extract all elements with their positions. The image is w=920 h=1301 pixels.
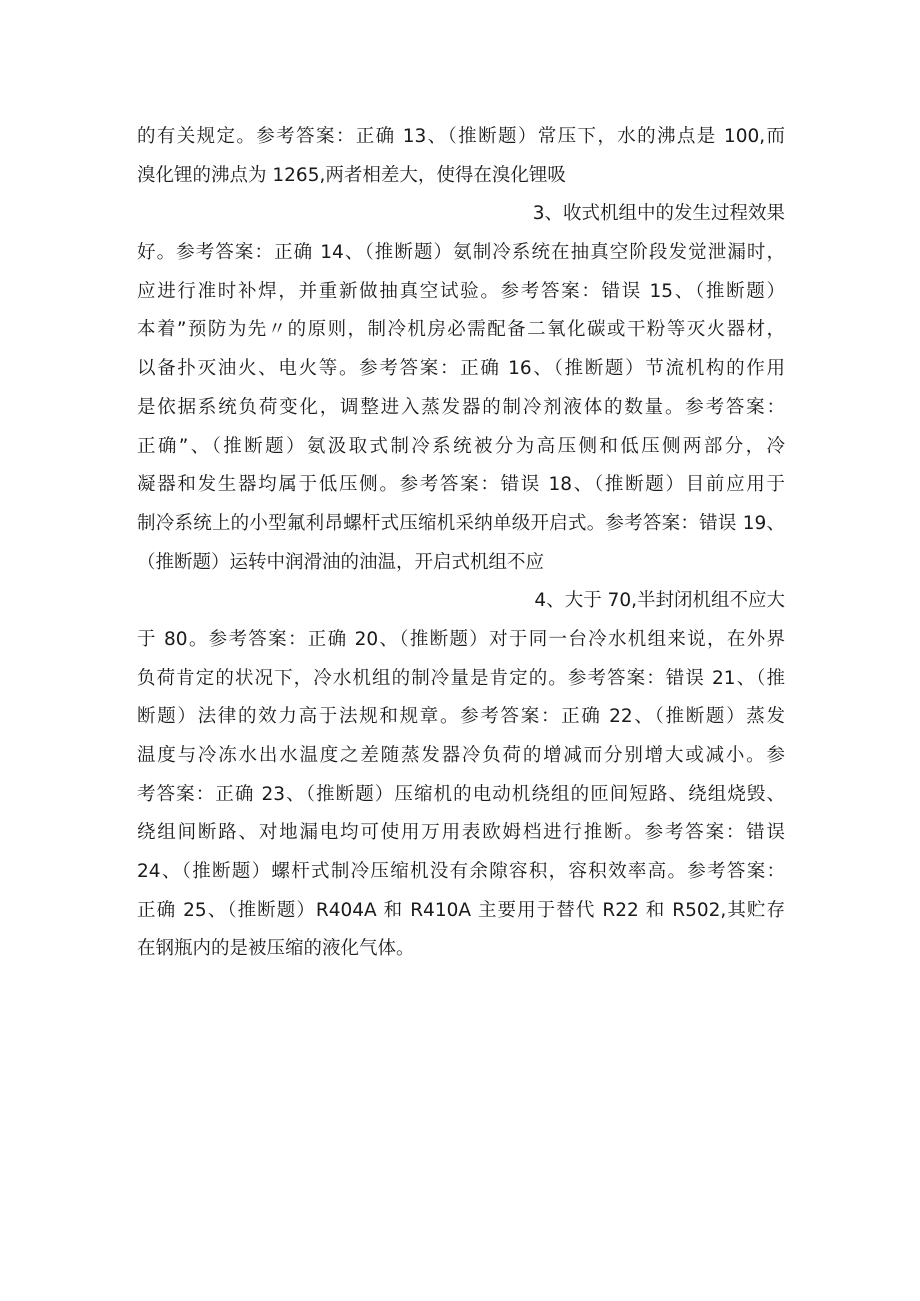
text-line: 以备扑灭油火、电火等。参考答案：正确 16、（推断题）节流机构的作用 (137, 358, 785, 380)
text-line: 本着”预防为先〃的原则，制冷机房必需配备二氧化碳或干粉等灭火器材， (137, 319, 785, 341)
text-line: 应进行准时补焊，并重新做抽真空试验。参考答案：错误 15、（推断题） (137, 280, 785, 302)
text-line: 绕组间断路、对地漏电均可使用万用表欧姆档进行推断。参考答案：错误 (137, 822, 785, 844)
text-line: 负荷肯定的状况下，冷水机组的制冷量是肯定的。参考答案：错误 21、（推 (137, 667, 785, 689)
text-line: 考答案：正确 23、（推断题）压缩机的电动机绕组的匝间短路、绕组烧毁、 (137, 783, 785, 805)
text-line: 4、大于 70,半封闭机组不应大 (534, 590, 785, 612)
text-line: 的有关规定。参考答案：正确 13、（推断题）常压下，水的沸点是 100,而 (137, 126, 785, 147)
document-body (137, 118, 785, 969)
text-line: 好。参考答案：正确 14、（推断题）氨制冷系统在抽真空阶段发觉泄漏时， (137, 242, 785, 264)
text-line: 正确 25、（推断题）R404A 和 R410A 主要用于替代 R22 和 R502,其贮存 (137, 899, 785, 921)
text-line: 温度与冷冻水出水温度之差随蒸发器冷负荷的增减而分别增大或减小。参 (137, 745, 785, 766)
text-line: 是依据系统负荷变化，调整进入蒸发器的制冷剂液体的数量。参考答案： (137, 396, 785, 418)
text-line: 溴化锂的沸点为 1265,两者相差大，使得在溴化锂吸 (137, 164, 566, 186)
text-line: 24、（推断题）螺杆式制冷压缩机没有余隙容积，容积效率高。参考答案： (137, 861, 785, 883)
text-line: 凝器和发生器均属于低压侧。参考答案：错误 18、（推断题）目前应用于 (137, 474, 785, 496)
text-line: 断题）法律的效力高于法规和规章。参考答案：正确 22、（推断题）蒸发 (137, 706, 785, 728)
text-line: 正确”、（推断题）氨汲取式制冷系统被分为高压侧和低压侧两部分，冷 (137, 435, 785, 457)
text-line: 制冷系统上的小型氟利昂螺杆式压缩机采纳单级开启式。参考答案：错误 19、 (137, 512, 785, 534)
text-line: 在钢瓶内的是被压缩的液化气体。 (137, 938, 415, 960)
text-line: 3、收式机组中的发生过程效果 (532, 203, 785, 225)
text-line: （推断题）运转中润滑油的油温，开启式机组不应 (137, 551, 545, 573)
text-line: 于 80。参考答案：正确 20、（推断题）对于同一台冷水机组来说，在外界 (137, 628, 785, 650)
